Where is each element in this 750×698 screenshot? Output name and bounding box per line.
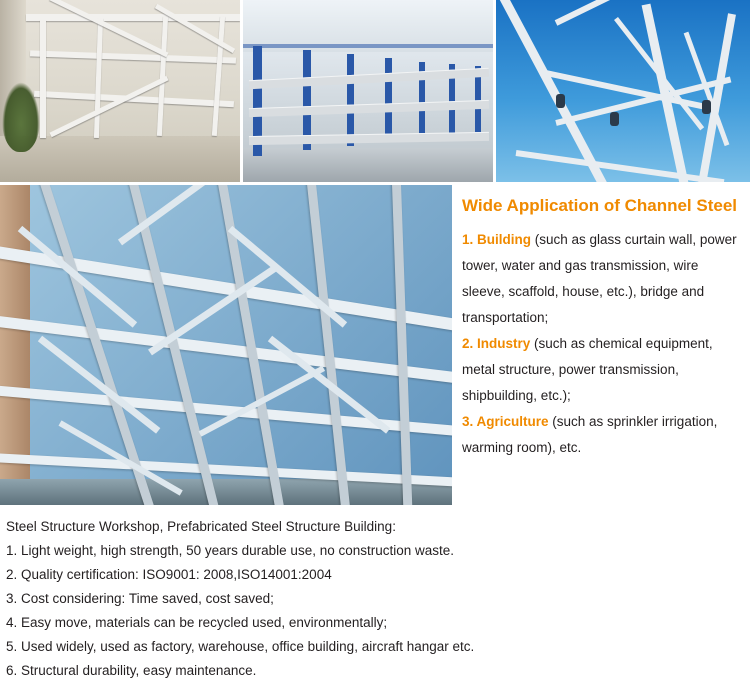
feature-paragraph-2: [462, 331, 744, 409]
feature-text-agriculture: (such as sprinkler irrigation, warming room), etc.: [462, 414, 718, 455]
rack-upright: [347, 54, 354, 146]
tower-brace: [555, 0, 692, 26]
specs-line-1: 1. Light weight, high strength, 50 years durable use, no construction waste.: [6, 543, 455, 558]
image-warehouse-racking: [243, 0, 493, 182]
feature-text-column: [452, 185, 750, 505]
ground-strip: [0, 479, 452, 505]
photo-lattice-tower: [496, 0, 750, 182]
specs-list: [0, 505, 750, 683]
feature-section: [0, 185, 750, 505]
column: [40, 20, 46, 138]
feature-paragraph-3: [462, 409, 744, 461]
feature-text-industry: (such as chemical equipment, metal structure, power transmission, shipbuilding, etc.);: [462, 336, 713, 403]
brace: [49, 0, 168, 57]
specs-line-3: 3. Cost considering: Time saved, cost saved;: [6, 591, 274, 606]
floor-segment: [0, 136, 240, 182]
worker: [556, 94, 565, 108]
feature-text-building: (such as glass curtain wall, power tower, water and gas transmission, wire sleeve, scaffold, house, etc.), bridge and transportation;: [462, 232, 737, 325]
specs-line-6: 6. Structural durability, easy maintenance.: [6, 663, 257, 678]
specs-heading: Steel Structure Workshop, Prefabricated Steel Structure Building:: [6, 519, 396, 534]
tower-brace: [516, 150, 725, 182]
photo-steel-frame-interior: [0, 0, 240, 182]
rack-upright: [385, 58, 392, 142]
feature-title: Wide Application of Channel Steel: [462, 196, 738, 215]
image-roof-truss: [0, 185, 452, 505]
photo-warehouse-racking: [243, 0, 493, 182]
feature-paragraph-1: [462, 227, 744, 331]
specs-line-5: 5. Used widely, used as factory, warehouse, office building, aircraft hangar etc.: [6, 639, 475, 654]
feature-label-agriculture: 3. Agriculture: [462, 414, 549, 429]
top-image-strip: [0, 0, 750, 182]
feature-label-building: 1. Building: [462, 232, 531, 247]
shelf-board: [249, 132, 489, 145]
worker: [702, 100, 711, 114]
warehouse-floor: [243, 148, 493, 182]
feature-label-industry: 2. Industry: [462, 336, 531, 351]
worker: [610, 112, 619, 126]
tower-brace: [614, 17, 704, 130]
specs-line-4: 4. Easy move, materials can be recycled used, environmentally;: [6, 615, 388, 630]
image-lattice-tower: [496, 0, 750, 182]
beam: [30, 50, 236, 63]
beam: [26, 14, 240, 21]
column: [94, 18, 103, 138]
column: [212, 16, 225, 136]
tower-leg: [693, 13, 736, 182]
brace: [49, 76, 168, 137]
rack-top-rail: [243, 44, 493, 48]
image-steel-frame-interior: [0, 0, 240, 182]
specs-line-2: 2. Quality certification: ISO9001: 2008,ISO14001:2004: [6, 567, 332, 582]
